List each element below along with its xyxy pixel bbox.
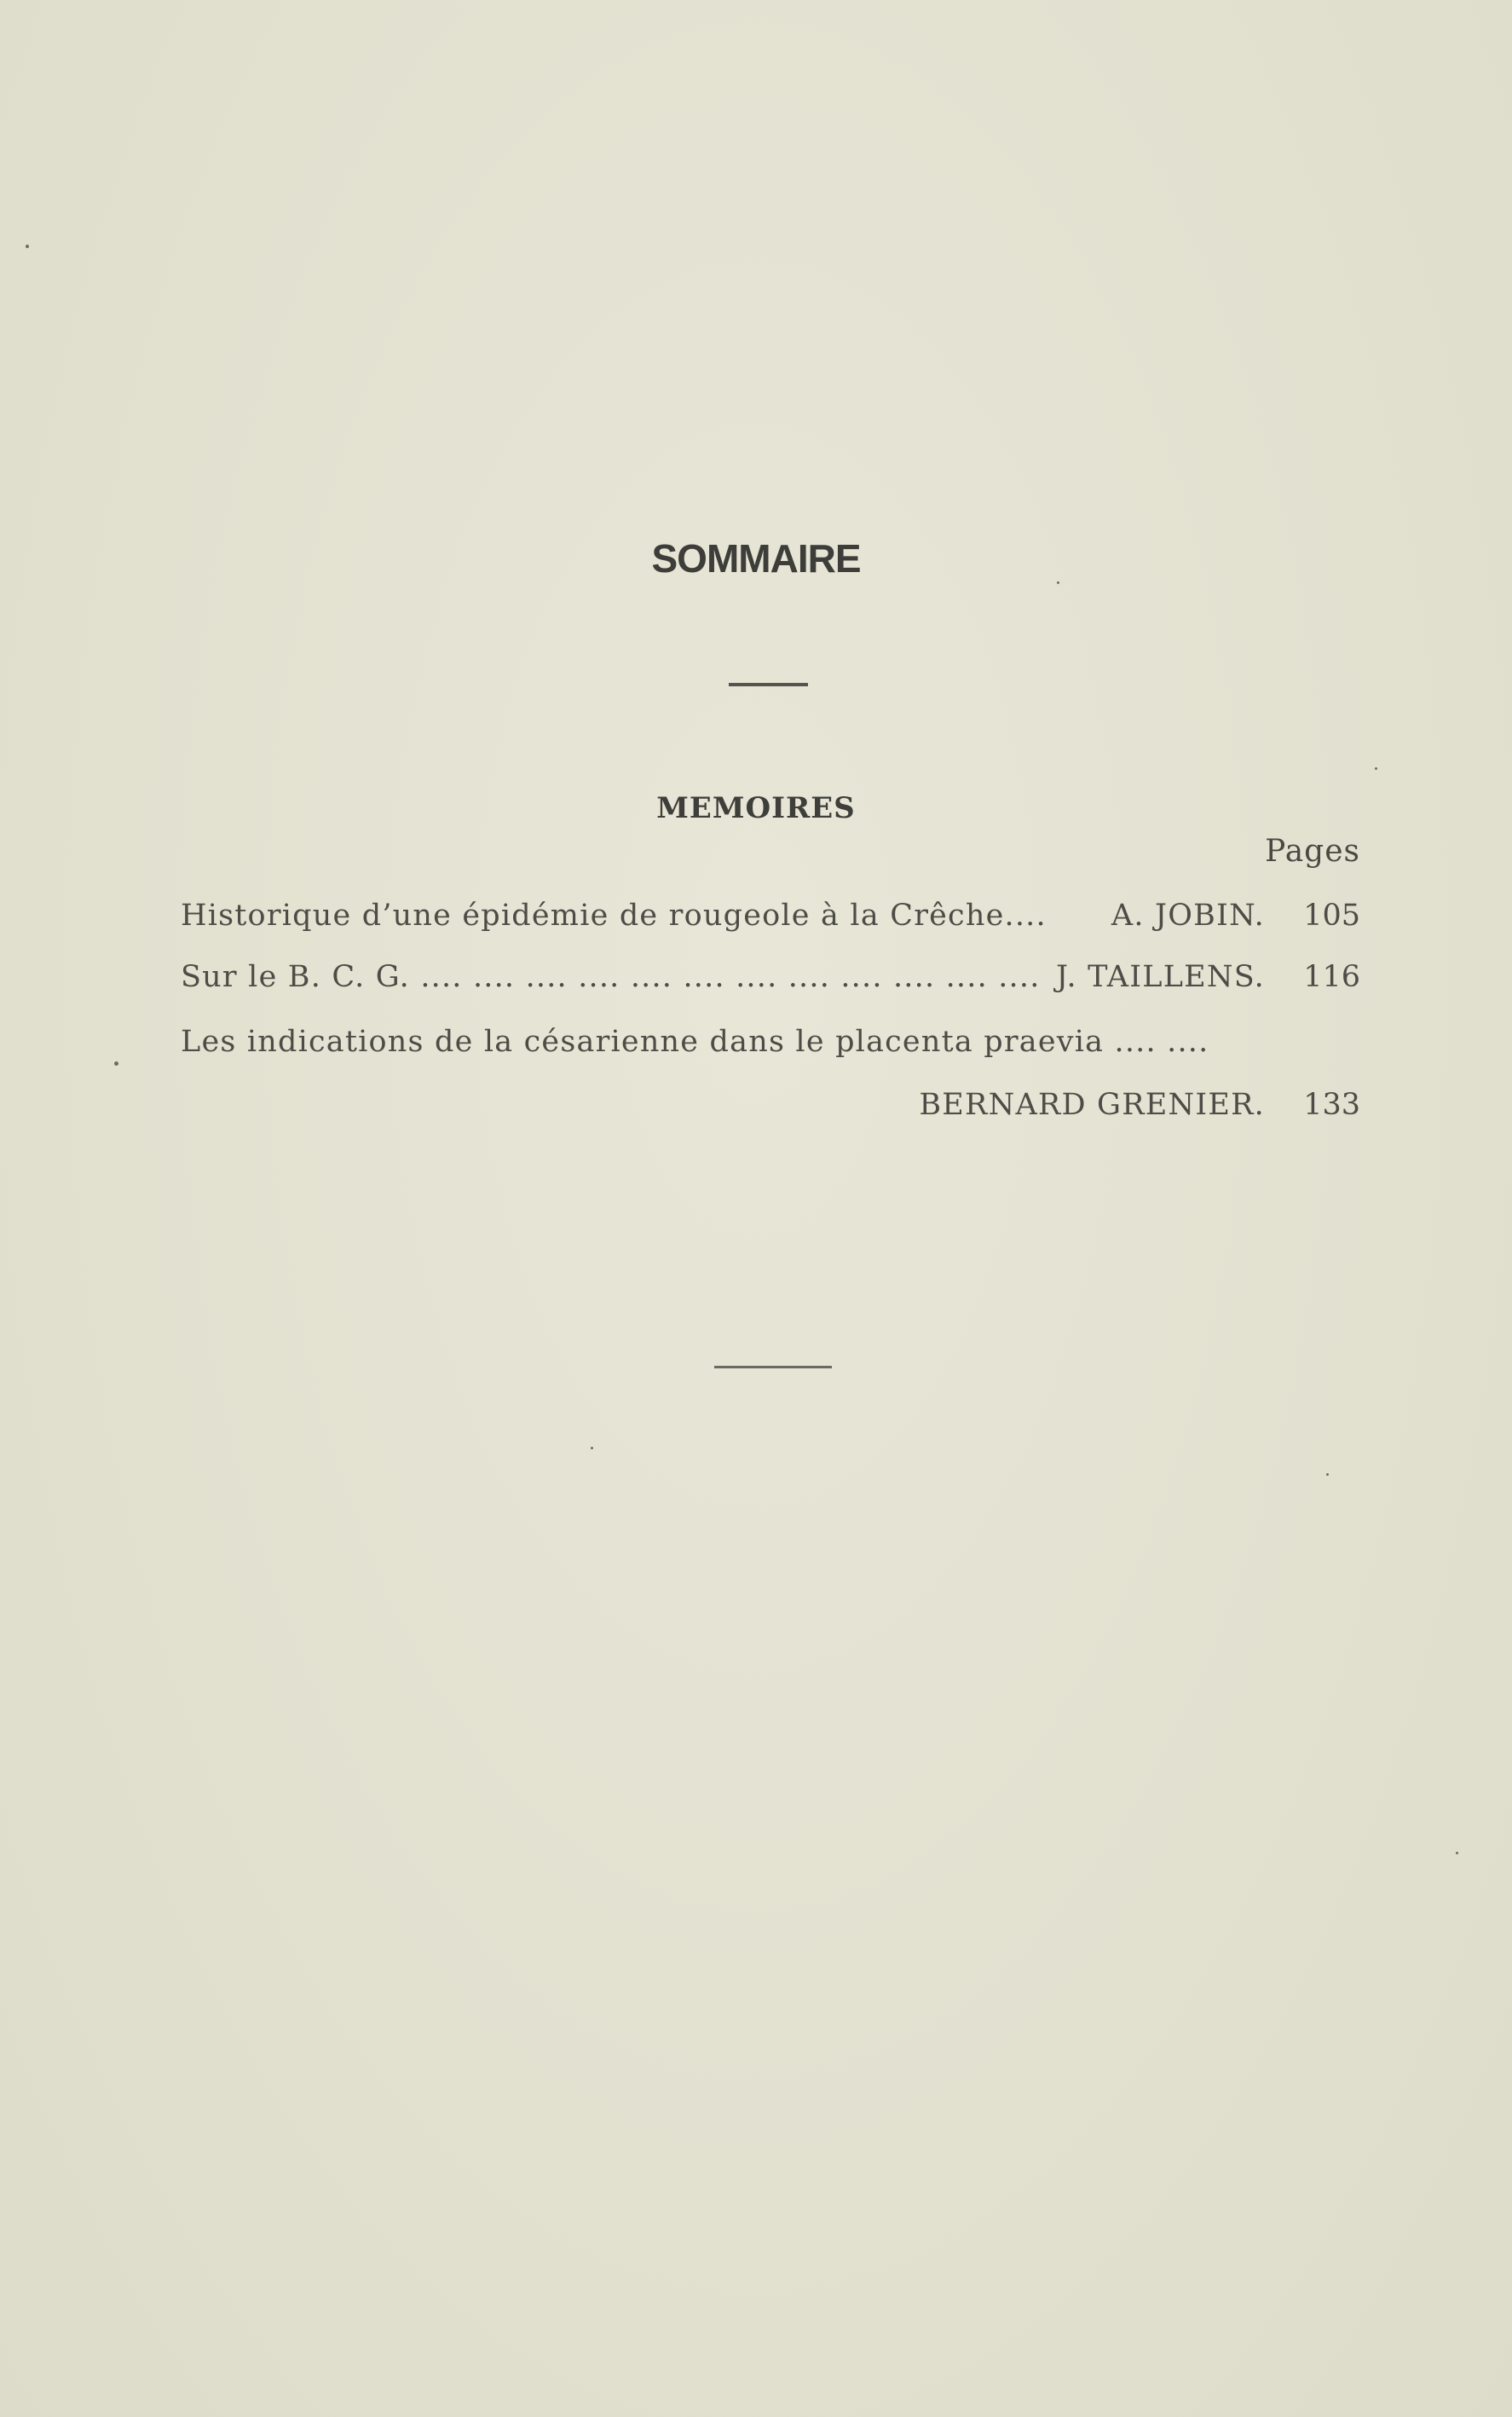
toc-entry <box>181 957 1360 997</box>
toc-entry-title: Sur le B. C. G. .... .... .... .... .... .... .... .... .... .... .... .... <box>181 960 1041 994</box>
toc-entry-title: Historique d’une épidémie de rougeole à la Crêche.... <box>181 899 1047 933</box>
ornamental-divider <box>714 1366 832 1368</box>
toc-entry <box>181 895 1360 936</box>
toc-entry-author: BERNARD GRENIER. <box>919 1088 1265 1122</box>
toc-entry-title: Les indications de la césarienne dans le placenta praevia .... .... <box>181 1025 1209 1059</box>
paper-speck <box>1326 1473 1329 1476</box>
section-heading: MEMOIRES <box>656 791 856 825</box>
page-title: SOMMAIRE <box>651 536 861 581</box>
title-divider <box>729 683 808 686</box>
paper-speck <box>114 1061 118 1066</box>
pages-column-label: Pages <box>1265 834 1360 869</box>
toc-entry-page: 105 <box>1303 899 1360 933</box>
toc-entry-author: A. JOBIN. <box>1111 899 1265 933</box>
toc-entry-author: J. TAILLENS. <box>1055 960 1265 994</box>
paper-speck <box>1057 581 1059 584</box>
paper-speck <box>26 245 29 248</box>
toc-entry-continuation <box>181 1084 1360 1125</box>
toc-entry-page: 116 <box>1303 960 1360 994</box>
paper-speck <box>1375 767 1377 770</box>
paper-speck <box>591 1447 593 1449</box>
paper-speck <box>1456 1852 1458 1854</box>
toc-entry-page: 133 <box>1303 1088 1360 1122</box>
toc-entry <box>181 1021 1360 1062</box>
